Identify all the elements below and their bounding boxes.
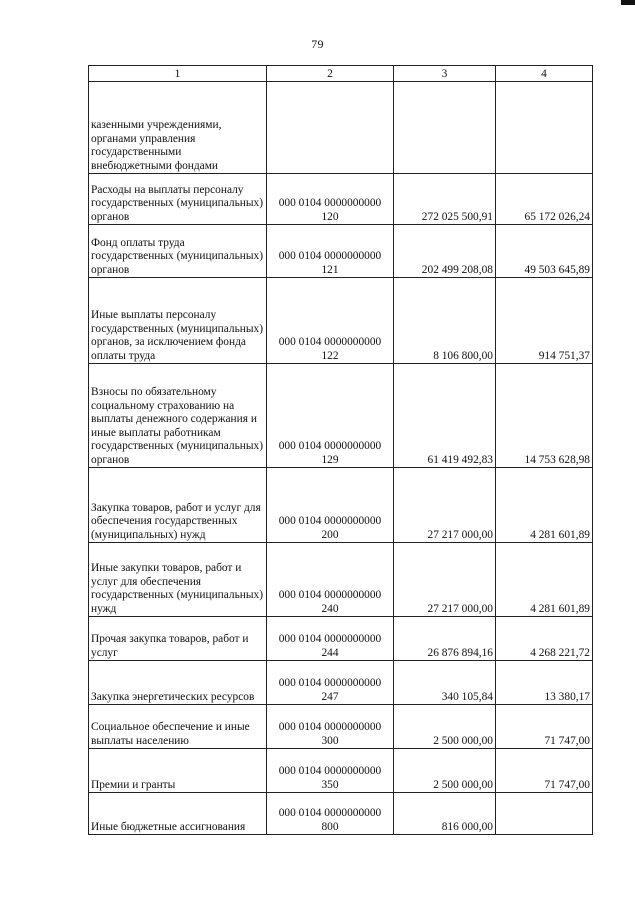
row-code-cell: 000 0104 0000000000 800 bbox=[267, 793, 394, 835]
header-col-1: 1 bbox=[89, 66, 267, 82]
corner-mark bbox=[621, 0, 635, 5]
row-name-cell: Фонд оплаты труда государственных (муниципальных) органов bbox=[89, 225, 267, 278]
row-code-cell: 000 0104 0000000000 244 bbox=[267, 617, 394, 661]
table-row bbox=[89, 661, 593, 705]
table-row bbox=[89, 278, 593, 364]
row-col3-value: 27 217 000,00 bbox=[394, 468, 496, 543]
row-code-cell: 000 0104 0000000000 200 bbox=[267, 468, 394, 543]
row-col3-value: 202 499 208,08 bbox=[394, 225, 496, 278]
row-code-cell: 000 0104 0000000000 240 bbox=[267, 543, 394, 617]
row-col3-value bbox=[394, 82, 496, 174]
row-col4-value bbox=[496, 82, 593, 174]
table-row bbox=[89, 82, 593, 174]
table-row bbox=[89, 543, 593, 617]
row-name-cell: казенными учреждениями, органами управления государственными внебюджетными фондами bbox=[89, 82, 267, 174]
row-name-cell: Прочая закупка товаров, работ и услуг bbox=[89, 617, 267, 661]
header-col-3: 3 bbox=[394, 66, 496, 82]
row-col4-value: 65 172 026,24 bbox=[496, 174, 593, 225]
page-number: 79 bbox=[311, 37, 324, 51]
row-name-cell: Взносы по обязательному социальному страхованию на выплаты денежного содержания и иные выплаты работникам государственных (муниципальных) органов bbox=[89, 364, 267, 468]
row-col3-value: 27 217 000,00 bbox=[394, 543, 496, 617]
row-col3-value: 26 876 894,16 bbox=[394, 617, 496, 661]
table-row bbox=[89, 793, 593, 835]
table-row bbox=[89, 749, 593, 793]
row-col3-value: 816 000,00 bbox=[394, 793, 496, 835]
row-name-cell: Иные выплаты персоналу государственных (муниципальных) органов, за исключением фонда оплаты труда bbox=[89, 278, 267, 364]
row-col4-value: 4 281 601,89 bbox=[496, 543, 593, 617]
row-code-cell: 000 0104 0000000000 122 bbox=[267, 278, 394, 364]
row-code-cell: 000 0104 0000000000 350 bbox=[267, 749, 394, 793]
table-row bbox=[89, 364, 593, 468]
row-name-cell: Социальное обеспечение и иные выплаты населению bbox=[89, 705, 267, 749]
row-col4-value: 4 281 601,89 bbox=[496, 468, 593, 543]
table-row bbox=[89, 225, 593, 278]
row-code-cell bbox=[267, 82, 394, 174]
table-row bbox=[89, 174, 593, 225]
row-col4-value bbox=[496, 793, 593, 835]
header-col-4: 4 bbox=[496, 66, 593, 82]
row-name-cell: Иные закупки товаров, работ и услуг для обеспечения государственных (муниципальных) нужд bbox=[89, 543, 267, 617]
row-code-cell: 000 0104 0000000000 120 bbox=[267, 174, 394, 225]
row-col3-value: 61 419 492,83 bbox=[394, 364, 496, 468]
budget-table bbox=[88, 65, 593, 835]
table-row bbox=[89, 617, 593, 661]
row-code-cell: 000 0104 0000000000 300 bbox=[267, 705, 394, 749]
row-col4-value: 914 751,37 bbox=[496, 278, 593, 364]
row-col3-value: 340 105,84 bbox=[394, 661, 496, 705]
row-col4-value: 4 268 221,72 bbox=[496, 617, 593, 661]
table-row bbox=[89, 705, 593, 749]
row-col4-value: 14 753 628,98 bbox=[496, 364, 593, 468]
row-name-cell: Иные бюджетные ассигнования bbox=[89, 793, 267, 835]
table-header-row bbox=[89, 66, 593, 82]
row-col4-value: 49 503 645,89 bbox=[496, 225, 593, 278]
row-name-cell: Премии и гранты bbox=[89, 749, 267, 793]
row-name-cell: Закупка товаров, работ и услуг для обеспечения государственных (муниципальных) нужд bbox=[89, 468, 267, 543]
table-row bbox=[89, 468, 593, 543]
header-col-2: 2 bbox=[267, 66, 394, 82]
row-col3-value: 2 500 000,00 bbox=[394, 749, 496, 793]
row-col3-value: 2 500 000,00 bbox=[394, 705, 496, 749]
row-col4-value: 71 747,00 bbox=[496, 749, 593, 793]
row-code-cell: 000 0104 0000000000 121 bbox=[267, 225, 394, 278]
row-name-cell: Расходы на выплаты персоналу государственных (муниципальных) органов bbox=[89, 174, 267, 225]
row-code-cell: 000 0104 0000000000 247 bbox=[267, 661, 394, 705]
row-name-cell: Закупка энергетических ресурсов bbox=[89, 661, 267, 705]
row-col3-value: 272 025 500,91 bbox=[394, 174, 496, 225]
row-code-cell: 000 0104 0000000000 129 bbox=[267, 364, 394, 468]
row-col4-value: 13 380,17 bbox=[496, 661, 593, 705]
row-col3-value: 8 106 800,00 bbox=[394, 278, 496, 364]
row-col4-value: 71 747,00 bbox=[496, 705, 593, 749]
